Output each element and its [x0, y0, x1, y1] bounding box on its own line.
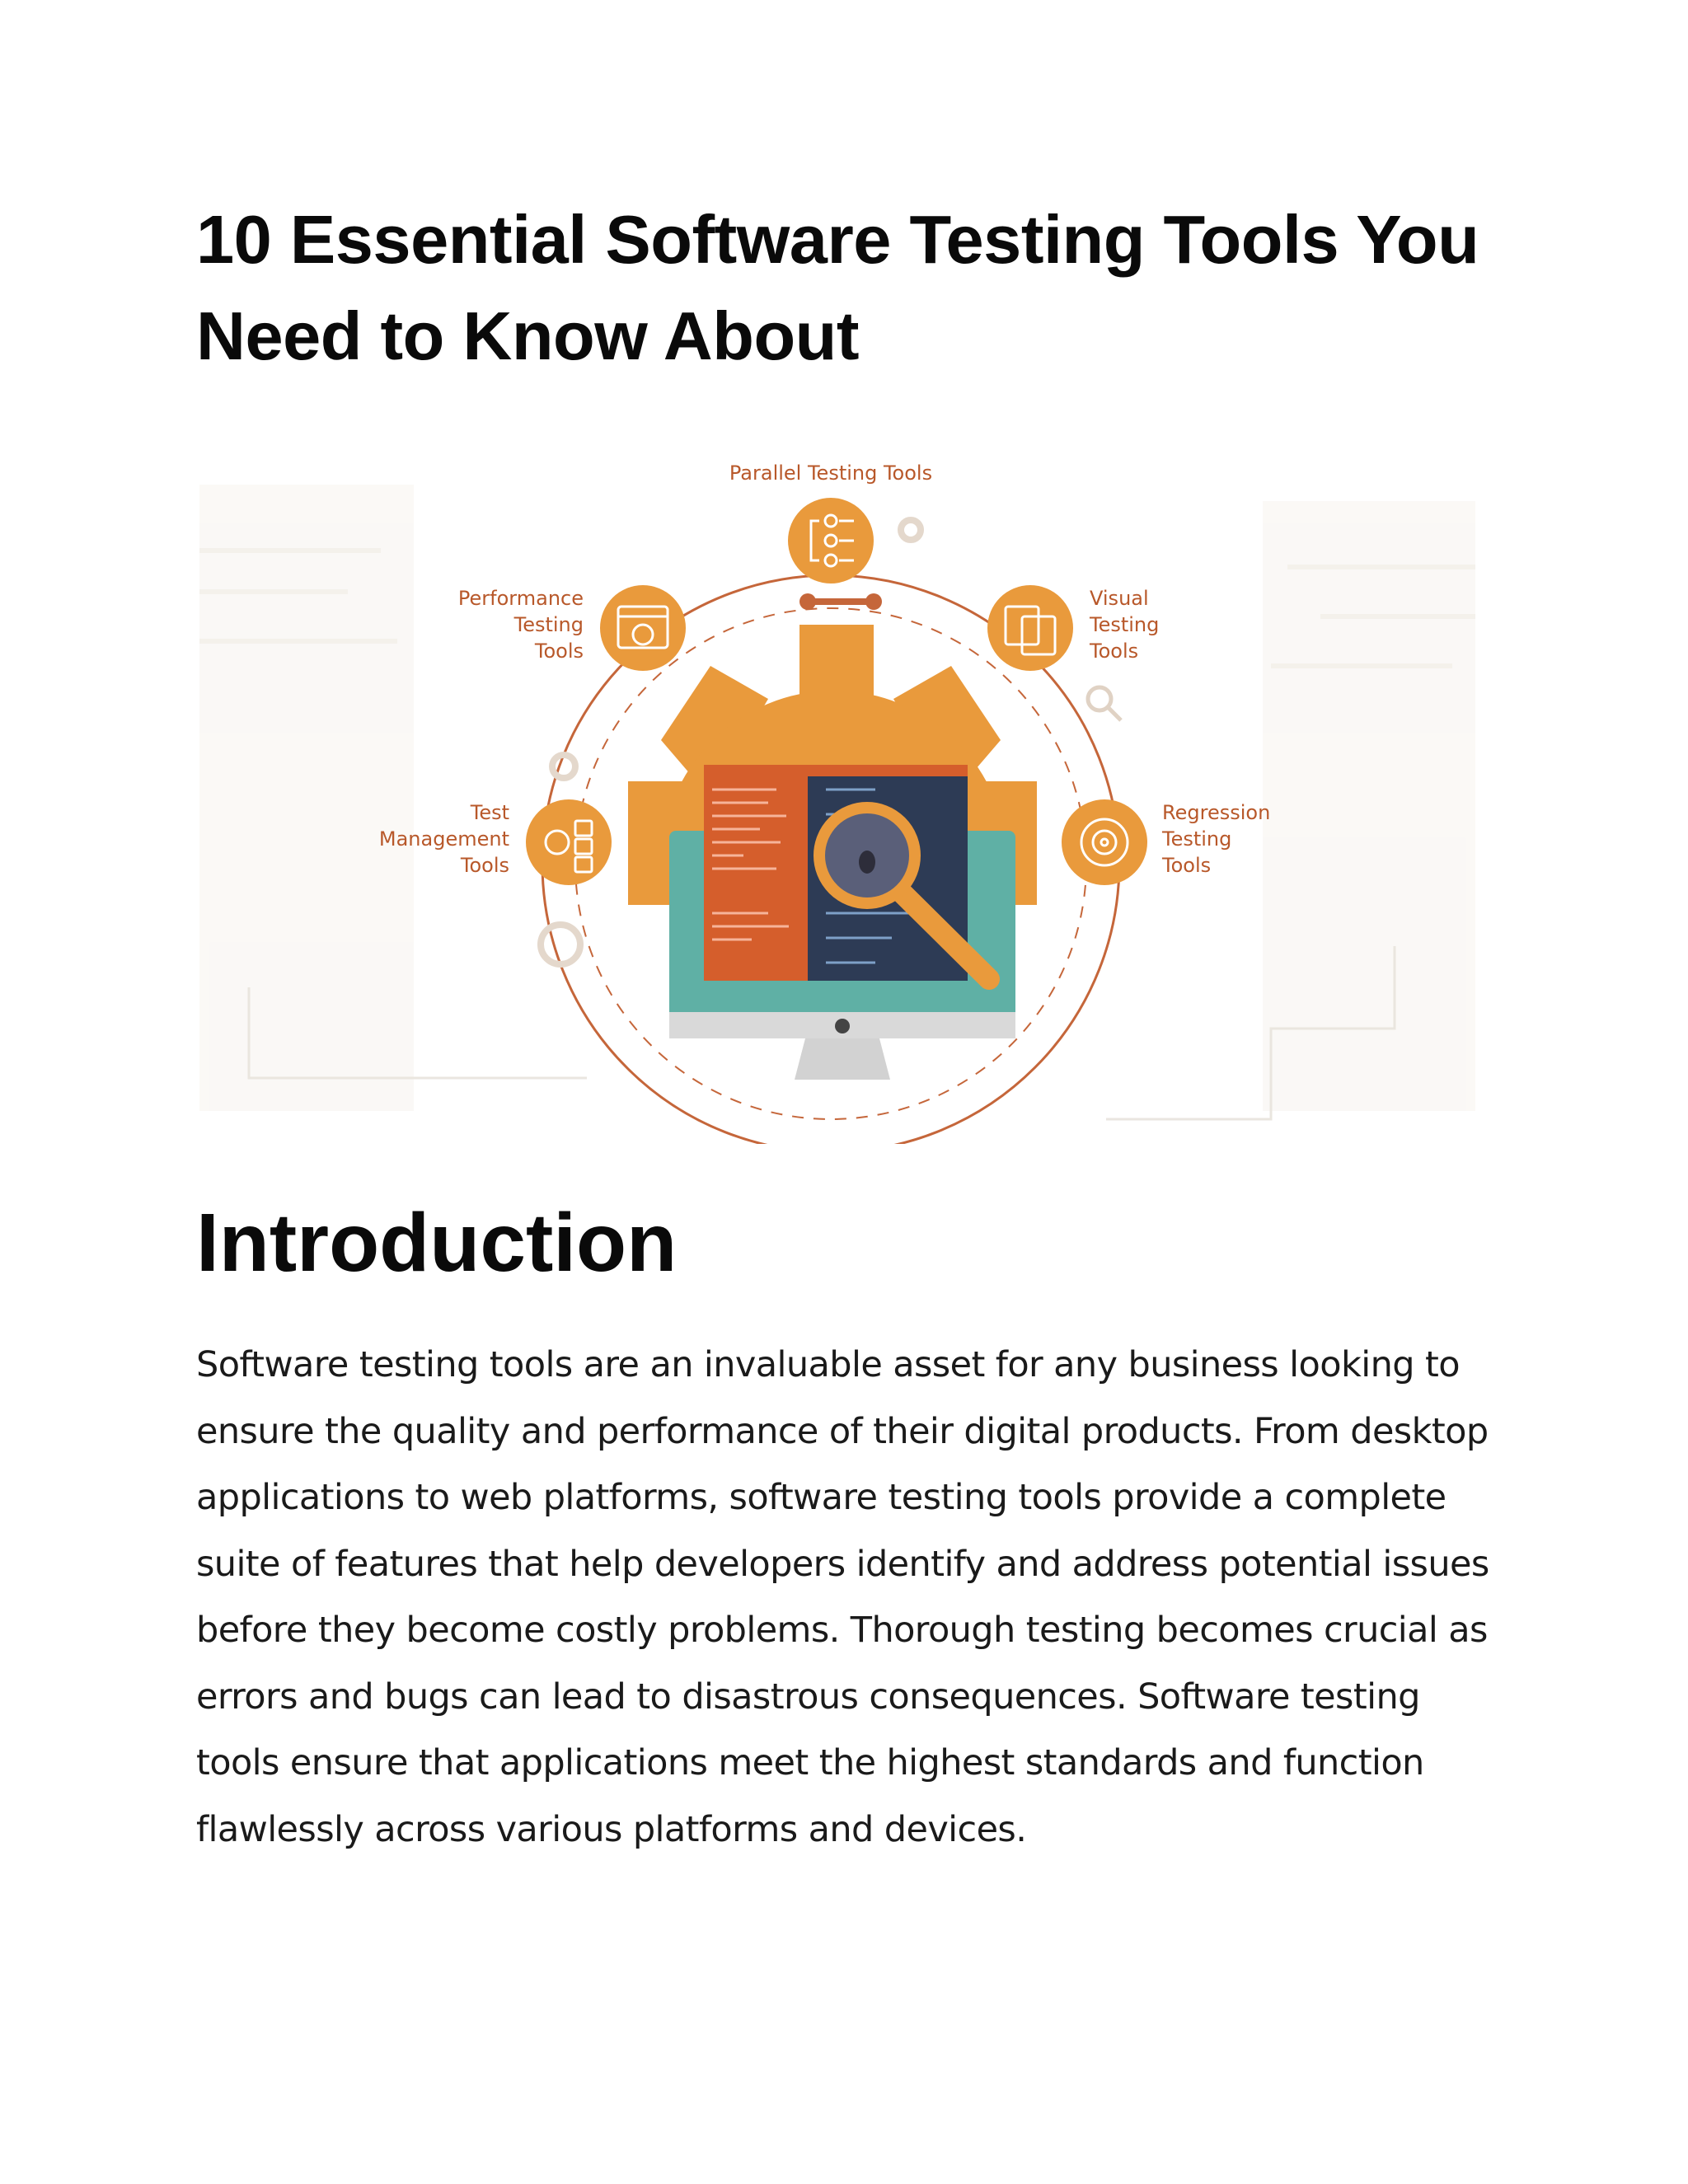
label-visual-line2: Testing — [1090, 613, 1160, 636]
label-regression-line2: Testing — [1162, 827, 1232, 851]
label-test-management-line1: Test — [470, 801, 509, 824]
visual-testing-node — [987, 585, 1073, 671]
label-regression-line1: Regression — [1162, 801, 1271, 824]
wrench-icon — [799, 593, 882, 610]
label-visual-line1: Visual — [1090, 587, 1149, 610]
label-regression-line3: Tools — [1162, 854, 1212, 877]
article-title: 10 Essential Software Testing Tools You Need to Know About — [196, 201, 1479, 374]
label-test-management-line3: Tools — [460, 854, 509, 877]
section-heading-introduction: Introduction — [196, 1197, 678, 1289]
performance-testing-node — [600, 585, 686, 671]
label-visual-line3: Tools — [1090, 640, 1139, 663]
label-test-management-line2: Management — [378, 827, 509, 851]
small-magnifier-icon — [1088, 687, 1121, 720]
software-testing-tools-illustration — [199, 452, 1475, 1144]
label-performance-line1: Performance — [457, 587, 584, 610]
parallel-testing-node — [788, 498, 874, 583]
regression-testing-node — [1062, 799, 1147, 885]
label-performance-line2: Testing — [513, 613, 584, 636]
label-parallel-testing-tools: Parallel Testing Tools — [729, 462, 933, 485]
test-management-node — [526, 799, 612, 885]
introduction-paragraph: Software testing tools are an invaluable asset for any business looking to ensure the quality and performance of their digital products. From desktop applications to web platforms, software testing tools provide a complete suite of features that help developers identify and address potential issues before they become costly problems. Thorough testing becomes crucial as errors and bugs can lead to disastrous consequences. Software testing tools ensure that applications meet the highest standards and function flawlessly across various platforms and devices. — [196, 1344, 1489, 1850]
label-performance-line3: Tools — [534, 640, 584, 663]
